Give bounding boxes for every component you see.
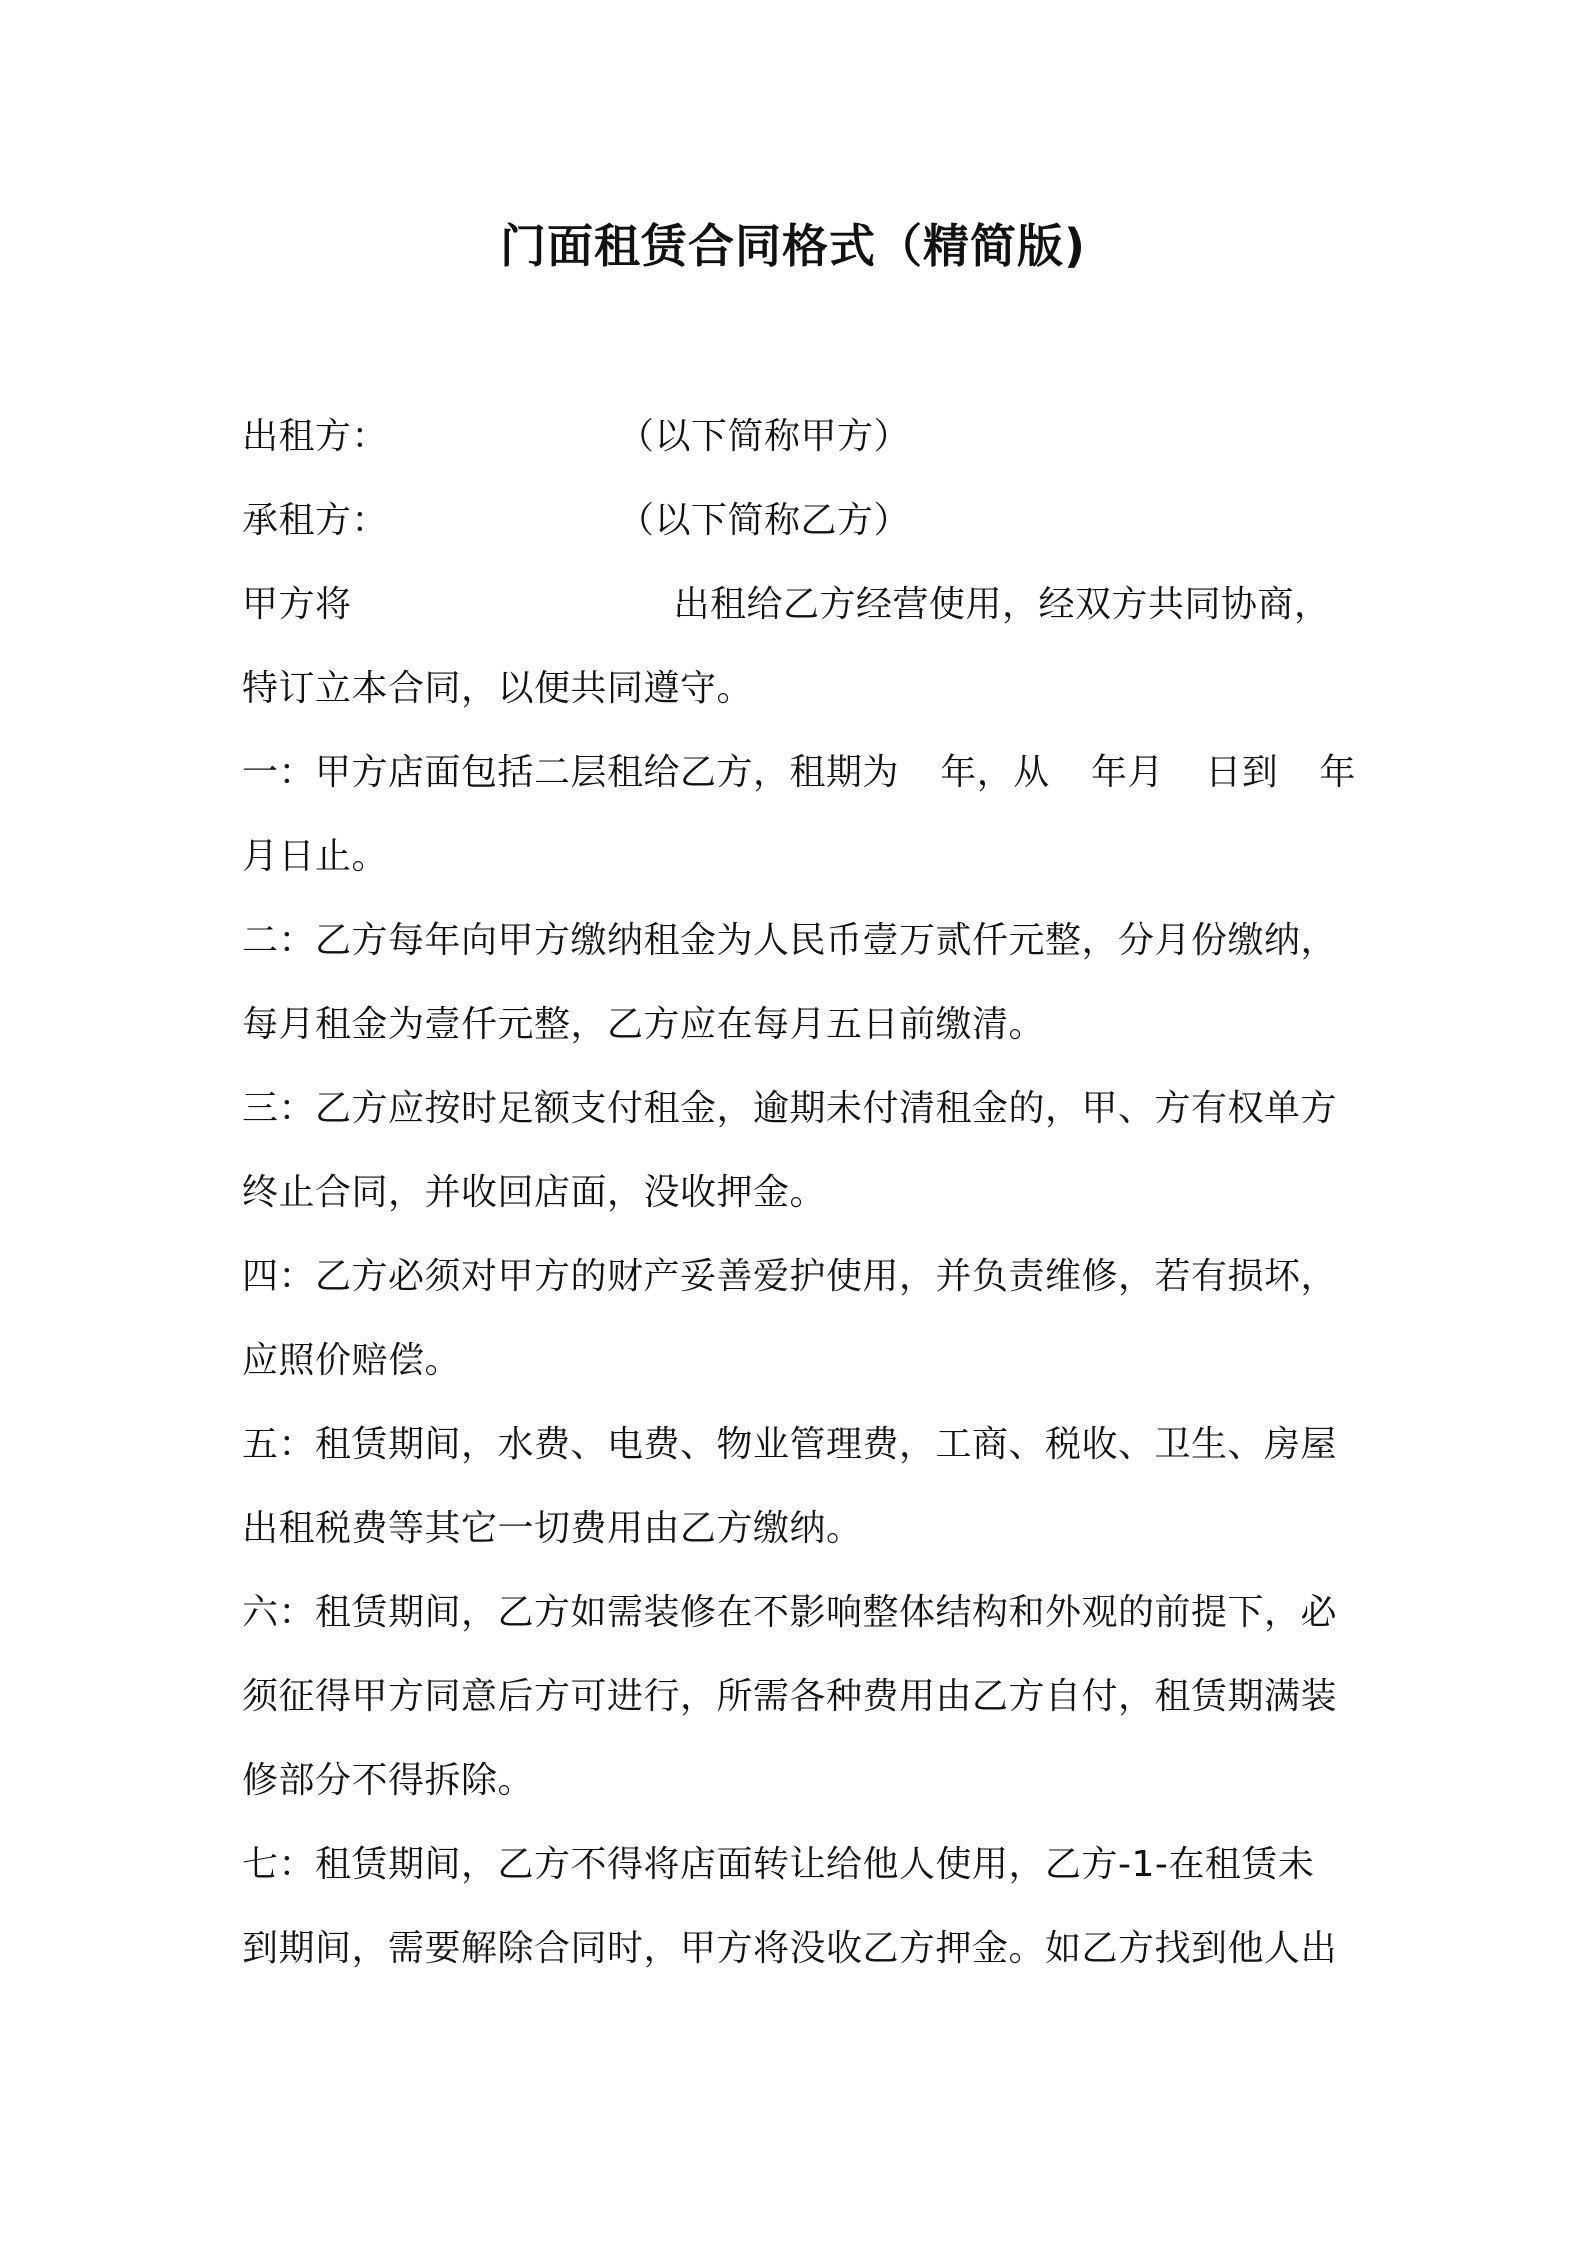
clause-6-line-1: 六：租赁期间，乙方如需装修在不影响整体结构和外观的前提下，必 [242, 1592, 1338, 1633]
clause-7-line-1: 七：租赁期间，乙方不得将店面转让给他人使用，乙方-1-在租赁未 [242, 1844, 1315, 1885]
clause-1-line-2: 月日止。 [242, 836, 389, 877]
page-title: 门面租赁合同格式（精简版) [499, 219, 1087, 273]
clause-6-line-2: 须征得甲方同意后方可进行，所需各种费用由乙方自付，租赁期满装 [242, 1676, 1338, 1717]
clause-1-segment: 一：甲方店面包括二层租给乙方，租期为 [242, 752, 900, 793]
lessee-note: （以下简称乙方） [618, 500, 911, 541]
clause-4-line-2: 应照价赔偿。 [242, 1340, 462, 1381]
clause-3-line-2: 终止合同，并收回店面，没收押金。 [242, 1172, 827, 1213]
intro-end: 出租给乙方经营使用，经双方共同协商， [673, 584, 1331, 625]
clause-1-segment: 年月 [1090, 752, 1164, 793]
lessor-note: （以下简称甲方） [618, 416, 911, 457]
clause-5-line-1: 五：租赁期间，水费、电费、物业管理费，工商、税收、卫生、房屋 [242, 1424, 1338, 1465]
clause-4-line-1: 四：乙方必须对甲方的财产妥善爱护使用，并负责维修，若有损坏， [242, 1256, 1338, 1297]
clause-1-segment: 日到 [1205, 752, 1279, 793]
clause-1-segment: 年 [1319, 752, 1356, 793]
lessee-line [242, 494, 1356, 578]
clause-1-segment: 年，从 [940, 752, 1050, 793]
clause-5-line-2: 出租税费等其它一切费用由乙方缴纳。 [242, 1508, 863, 1549]
intro-line-2: 特订立本合同，以便共同遵守。 [242, 668, 754, 709]
lessor-label: 出租方： [242, 416, 389, 457]
intro-start: 甲方将 [242, 584, 352, 625]
lessee-label: 承租方： [242, 500, 389, 541]
contract-body [242, 410, 1356, 2006]
clause-1-line-1 [242, 746, 1356, 830]
clause-2-line-1: 二：乙方每年向甲方缴纳租金为人民币壹万贰仟元整，分月份缴纳， [242, 920, 1338, 961]
clause-3-line-1: 三：乙方应按时足额支付租金，逾期未付清租金的，甲、方有权单方 [242, 1088, 1338, 1129]
intro-line-1 [242, 578, 1356, 662]
clause-2-line-2: 每月租金为壹仟元整，乙方应在每月五日前缴清。 [242, 1004, 1046, 1045]
clause-7-line-2: 到期间，需要解除合同时，甲方将没收乙方押金。如乙方找到他人出 [242, 1928, 1338, 1969]
lessor-line [242, 410, 1356, 494]
clause-6-line-3: 修部分不得拆除。 [242, 1760, 535, 1801]
